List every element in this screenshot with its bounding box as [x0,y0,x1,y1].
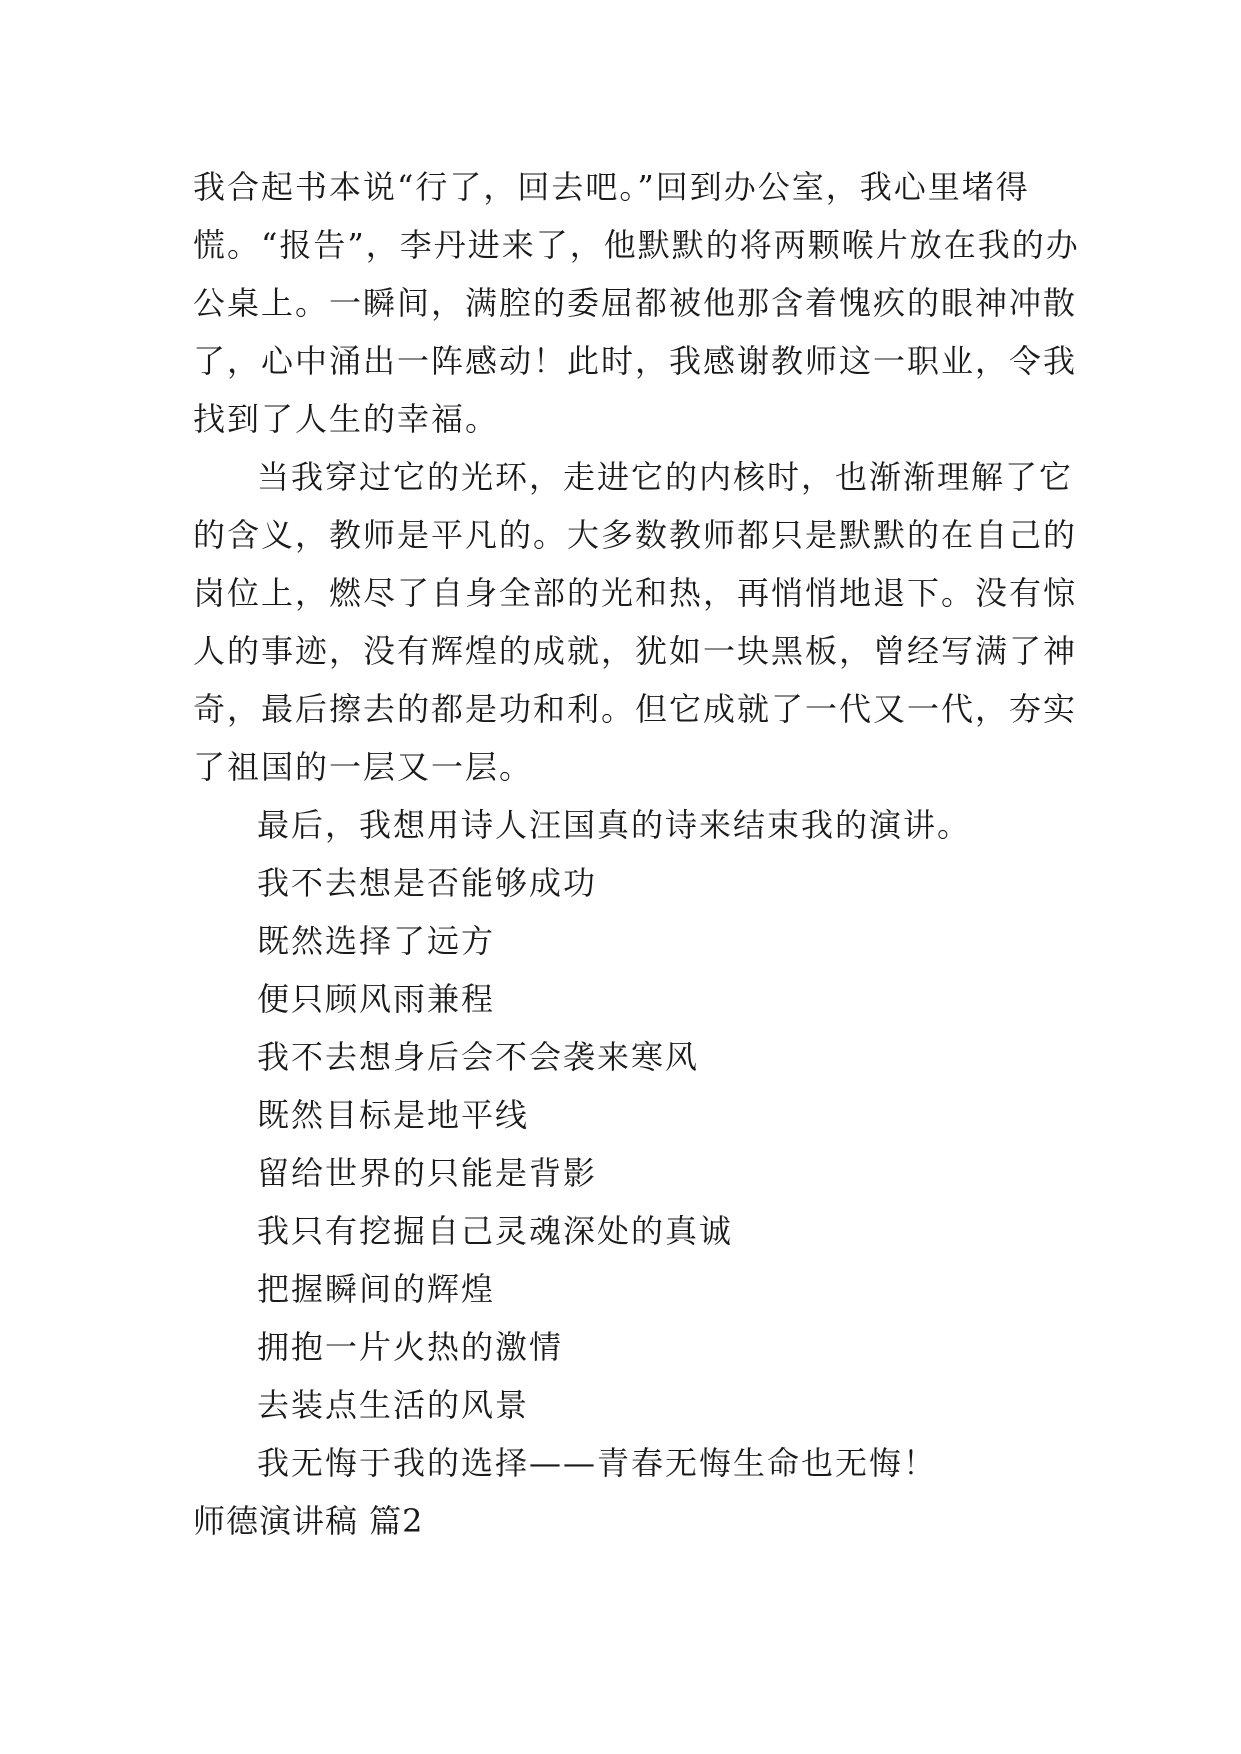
paragraph-3 [193,796,1053,854]
poem-line: 拥抱一片火热的激情 [257,1328,564,1366]
text-line: 奇，最后擦去的都是功和利。但它成就了一代又一代，夯实 [193,690,1078,728]
paragraph-1 [193,158,1080,448]
poem-line: 既然目标是地平线 [257,1096,530,1134]
poem-line: 把握瞬间的辉煌 [257,1270,496,1308]
text-line: 的含义，教师是平凡的。大多数教师都只是默默的在自己的 [193,516,1078,554]
poem-line: 我无悔于我的选择——青春无悔生命也无悔！ [257,1444,938,1482]
text-line: 了祖国的一层又一层。 [193,748,534,786]
text-line: 找到了人生的幸福。 [193,400,500,438]
poem-line: 既然选择了远方 [257,922,496,960]
poem-line: 去装点生活的风景 [257,1386,530,1424]
text-line: 公桌上。一瞬间，满腔的委屈都被他那含着愧疚的眼神冲散 [193,284,1078,322]
section-heading: 师德演讲稿 篇2 [193,1502,424,1540]
text-line: 慌。“报告”，李丹进来了，他默默的将两颗喉片放在我的办 [193,226,1080,264]
text-line: 我合起书本说“行了，回去吧。”回到办公室，我心里堵得 [193,168,1030,206]
poem [193,854,1053,1492]
text-line: 当我穿过它的光环，走进它的内核时，也渐渐理解了它 [257,458,1074,496]
document-body [193,158,1080,1550]
poem-line: 我不去想身后会不会袭来寒风 [257,1038,700,1076]
paragraph-2 [193,448,1078,796]
text-line: 最后，我想用诗人汪国真的诗来结束我的演讲。 [257,806,972,844]
text-line: 人的事迹，没有辉煌的成就，犹如一块黑板，曾经写满了神 [193,632,1078,670]
poem-line: 我不去想是否能够成功 [257,864,598,902]
poem-line: 留给世界的只能是背影 [257,1154,598,1192]
poem-line: 我只有挖掘自己灵魂深处的真诚 [257,1212,734,1250]
text-line: 岗位上，燃尽了自身全部的光和热，再悄悄地退下。没有惊 [193,574,1078,612]
text-line: 了，心中涌出一阵感动！此时，我感谢教师这一职业，令我 [193,342,1078,380]
poem-line: 便只顾风雨兼程 [257,980,496,1018]
